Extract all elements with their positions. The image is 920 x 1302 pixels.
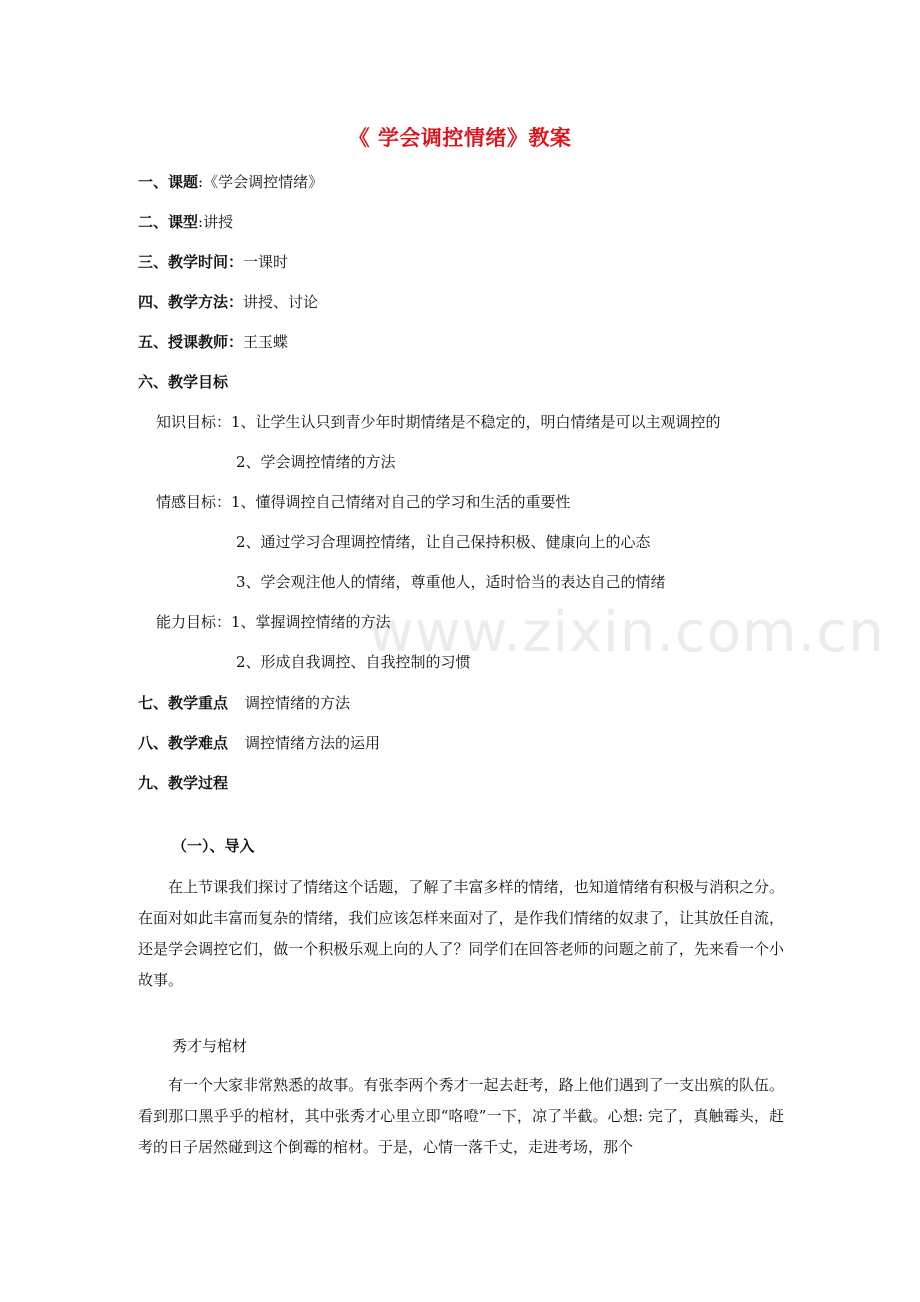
item-difficulty — [138, 733, 380, 753]
item-key-point — [138, 693, 350, 713]
goal-emotion-1: 情感目标：1、懂得调控自己情绪对自己的学习和生活的重要性 — [156, 493, 571, 511]
item-time-value: 一课时 — [243, 253, 289, 271]
item-topic-value: :《学会调控情绪》 — [198, 173, 324, 191]
item-difficulty-value: 调控情绪方法的运用 — [245, 734, 381, 752]
section-intro-heading: （一）、导入 — [172, 837, 255, 855]
item-process-label: 九、教学过程 — [138, 774, 229, 792]
item-key-point-value: 调控情绪的方法 — [245, 694, 351, 712]
goal-emotion-3: 3、学会观注他人的情绪，尊重他人，适时恰当的表达自己的情绪 — [236, 573, 666, 591]
goal-knowledge-1: 知识目标：1、让学生认只到青少年时期情绪是不稳定的，明白情绪是可以主观调控的 — [156, 413, 721, 431]
item-type — [138, 212, 233, 232]
document-title: 《 学会调控情绪》教案 — [348, 125, 572, 150]
goal-ability-2: 2、形成自我调控、自我控制的习惯 — [236, 653, 471, 671]
item-teacher-label: 五、授课教师： — [138, 333, 244, 351]
item-goals — [138, 372, 228, 392]
story-paragraph: 有一个大家非常熟悉的故事。有张李两个秀才一起去赶考，路上他们遇到了一支出殡的队伍。看到那口黑乎乎的棺材，其中张秀才心里立即“咯噔”一下，凉了半截。心想: 完了，真触霉头，赶考的日子居然碰到这个倒霉的棺材。于是，心情一落千丈，走进考场，那个 — [138, 1076, 784, 1156]
item-method-value: 讲授、讨论 — [243, 293, 319, 311]
item-topic — [138, 172, 323, 192]
item-method — [138, 292, 318, 312]
item-teacher — [138, 332, 288, 352]
story-title: 秀才与棺材 — [172, 1037, 248, 1055]
goal-emotion-2: 2、通过学习合理调控情绪，让自己保持积极、健康向上的心态 — [236, 533, 651, 551]
item-difficulty-label: 八、教学难点 — [138, 734, 229, 752]
item-time-label: 三、教学时间： — [138, 253, 244, 271]
item-topic-label: 一、课题 — [138, 173, 199, 191]
item-time — [138, 252, 288, 272]
item-type-label: 二、课型 — [138, 213, 199, 231]
item-key-point-label: 七、教学重点 — [138, 694, 229, 712]
watermark: www.zixin.com.cn — [368, 600, 885, 665]
goal-knowledge-2: 2、学会调控情绪的方法 — [236, 453, 396, 471]
item-teacher-value: 王玉蝶 — [243, 333, 289, 351]
goal-ability-1: 能力目标：1、掌握调控情绪的方法 — [156, 613, 391, 631]
item-type-value: :讲授 — [198, 213, 234, 231]
item-method-label: 四、教学方法： — [138, 293, 244, 311]
intro-paragraph: 在上节课我们探讨了情绪这个话题，了解了丰富多样的情绪，也知道情绪有积极与消积之分。在面对如此丰富而复杂的情绪，我们应该怎样来面对了，是作我们情绪的奴隶了，让其放任自流，还是学会调控它们，做一个积极乐观上向的人了？同学们在回答老师的问题之前了，先来看一个小故事。 — [138, 878, 784, 989]
item-goals-label: 六、教学目标 — [138, 373, 229, 391]
item-process — [138, 773, 228, 793]
